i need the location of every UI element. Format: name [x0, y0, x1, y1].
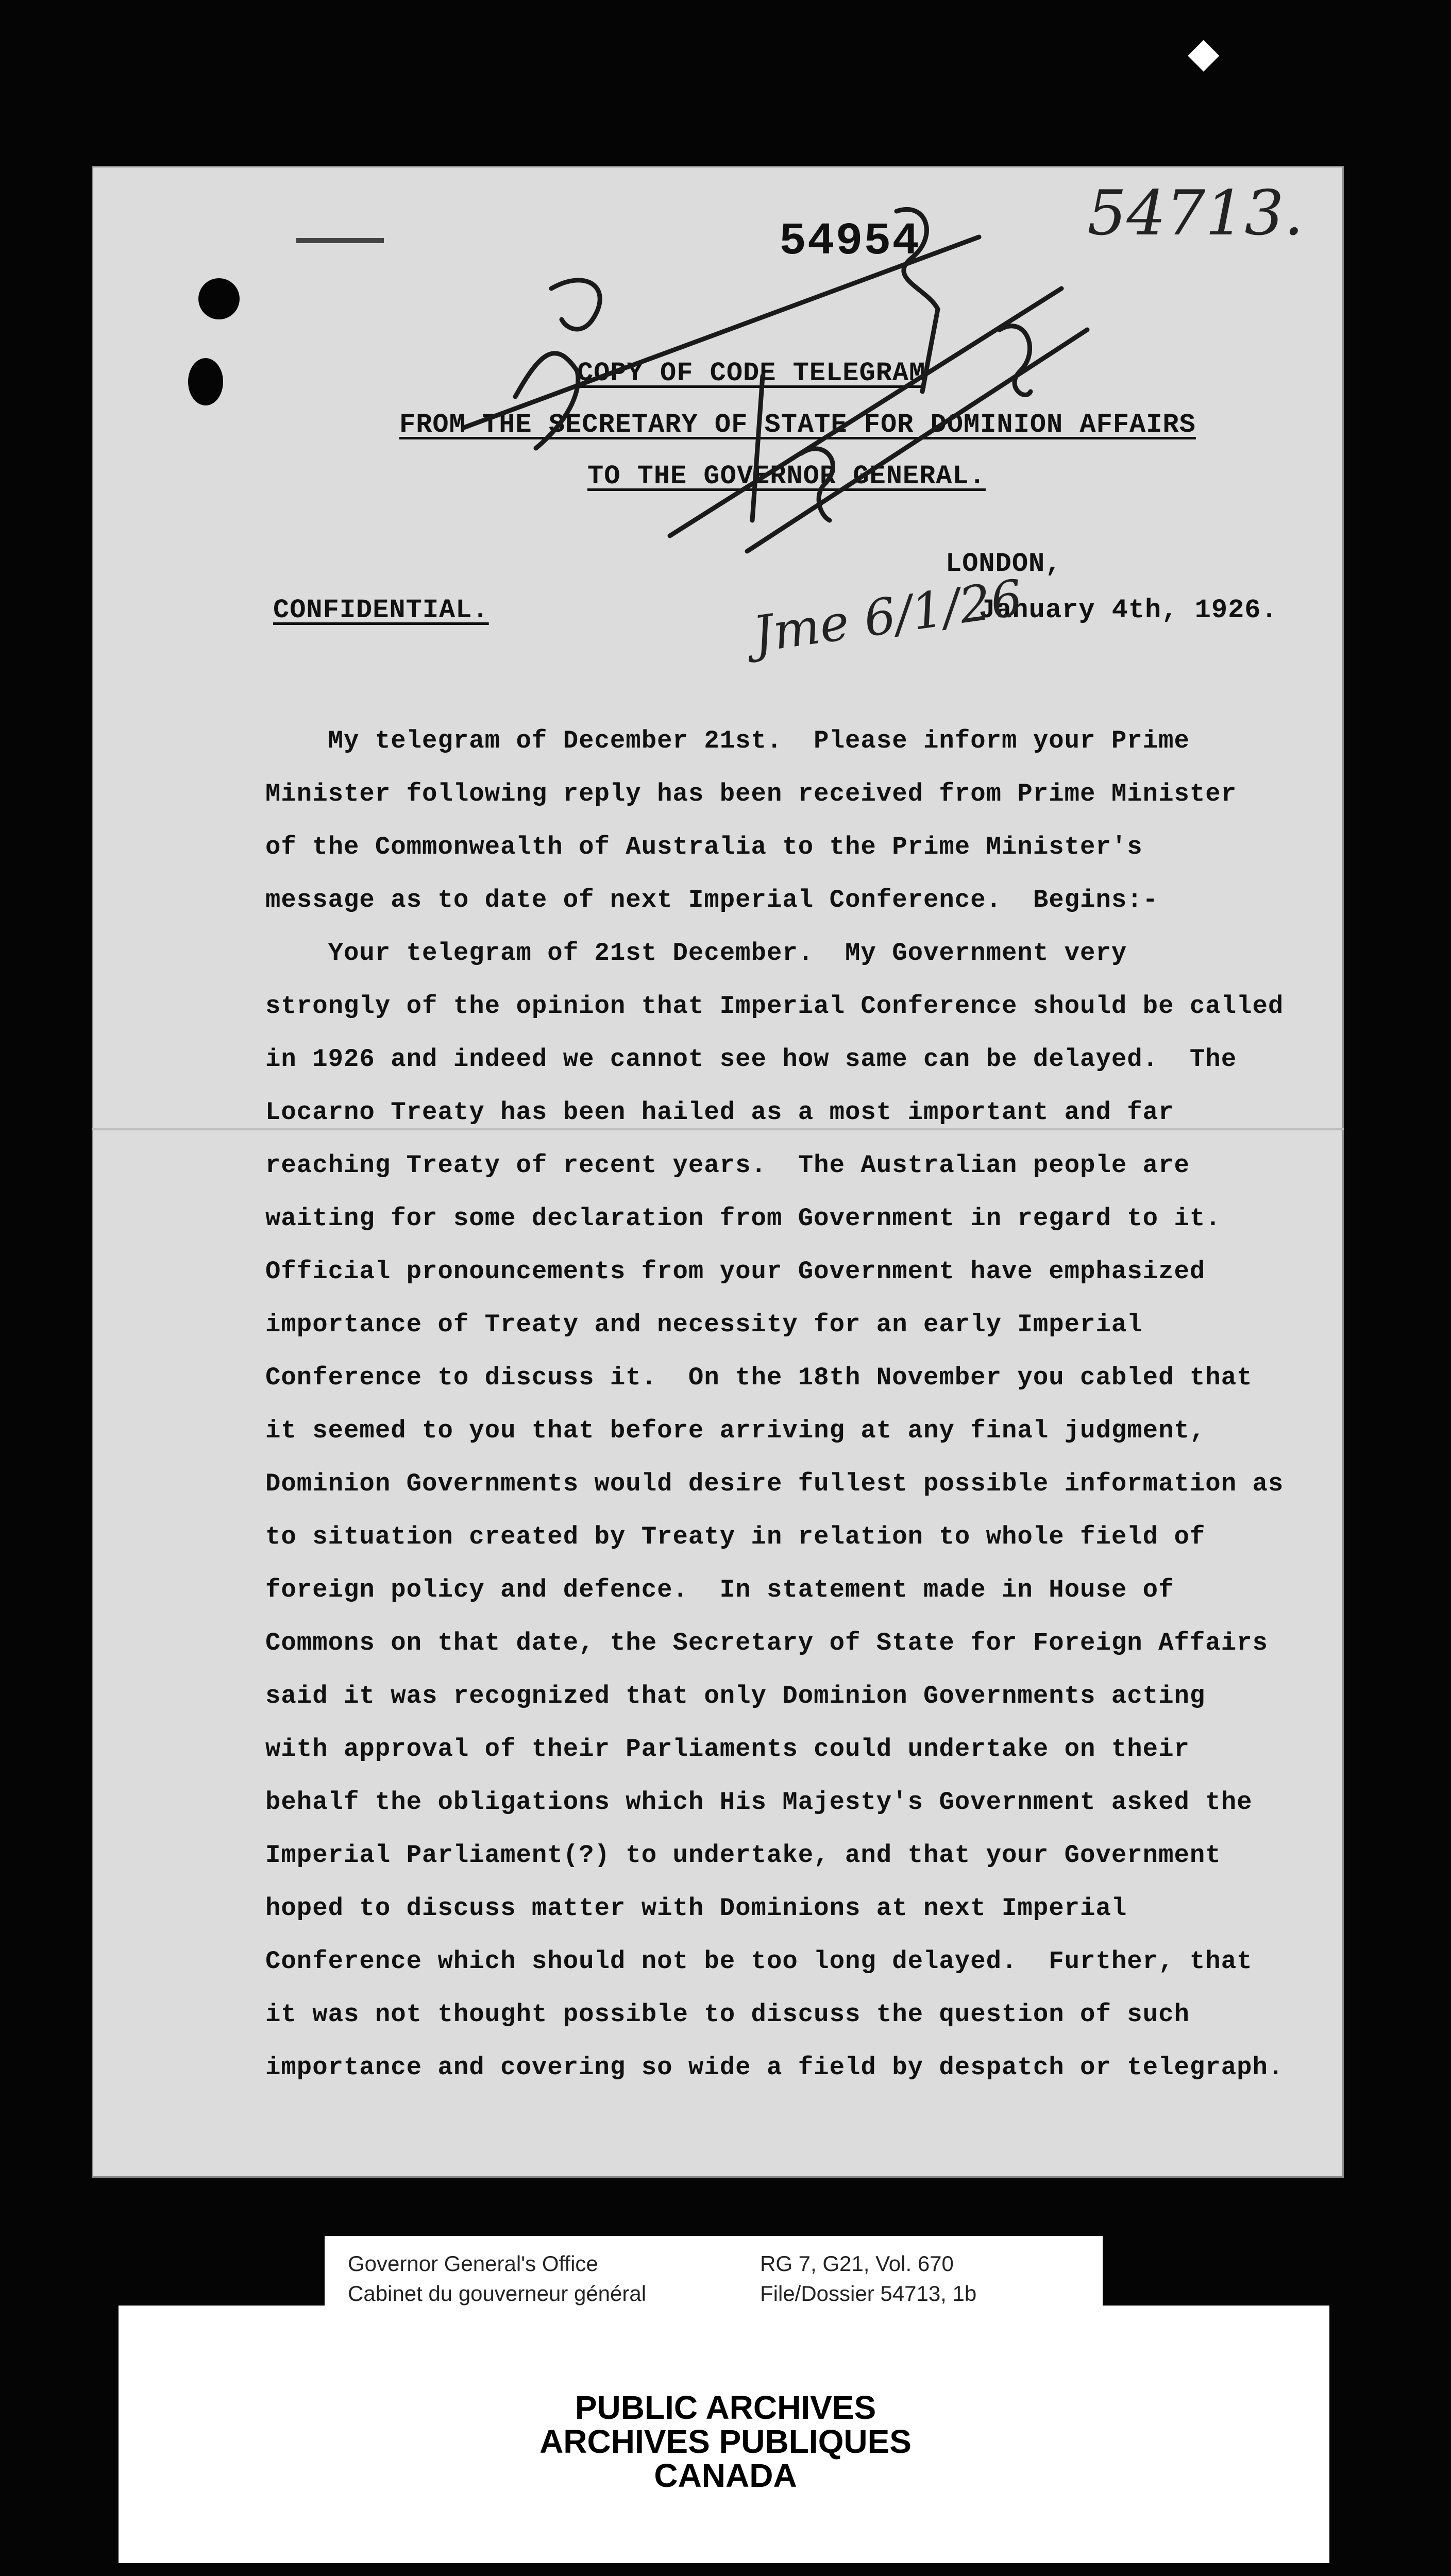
body-line: to situation created by Treaty in relation to whole field of: [265, 1522, 1206, 1551]
typed-dash-mark: [296, 238, 384, 243]
body-line: strongly of the opinion that Imperial Conference should be called: [265, 992, 1284, 1021]
archive-stamp-line-3: CANADA: [654, 2457, 797, 2494]
page-fold-line: [92, 1128, 1344, 1130]
body-line: Imperial Parliament(?) to undertake, and that your Government: [265, 1841, 1221, 1870]
archive-stamp-line-2: ARCHIVES PUBLIQUES: [539, 2423, 912, 2460]
body-line: importance of Treaty and necessity for an early Imperial: [265, 1310, 1143, 1339]
body-line: with approval of their Parliaments could undertake on their: [265, 1735, 1190, 1764]
heading-line-3: TO THE GOVERNOR GENERAL.: [587, 461, 986, 492]
body-line: Dominion Governments would desire fullest possible information as: [265, 1469, 1284, 1498]
body-line: behalf the obligations which His Majesty's Government asked the: [265, 1788, 1253, 1817]
body-line: waiting for some declaration from Government in regard to it.: [265, 1204, 1221, 1233]
handwritten-file-number: 54713.: [1087, 178, 1304, 249]
archive-reference: RG 7, G21, Vol. 670: [760, 2251, 954, 2276]
body-line: foreign policy and defence. In statement made in House of: [265, 1575, 1174, 1604]
body-line: My telegram of December 21st. Please inform your Prime: [265, 726, 1190, 755]
heading-line-2: FROM THE SECRETARY OF STATE FOR DOMINION AFFAIRS: [399, 410, 1196, 440]
body-line: Minister following reply has been received from Prime Minister: [265, 779, 1237, 808]
body-line: reaching Treaty of recent years. The Australian people are: [265, 1151, 1190, 1180]
corner-tick-mark: ◆: [1188, 28, 1220, 76]
body-line: it was not thought possible to discuss the question of such: [265, 2000, 1190, 2029]
body-line: Conference to discuss it. On the 18th November you cabled that: [265, 1363, 1253, 1392]
archive-office-fr: Cabinet du gouverneur général: [348, 2281, 647, 2306]
archive-stamp-line-1: PUBLIC ARCHIVES: [575, 2389, 876, 2426]
handwritten-date-note: Jme 6/1/26: [749, 568, 1026, 664]
body-line: importance and covering so wide a field by despatch or telegraph.: [265, 2053, 1284, 2082]
body-line: said it was recognized that only Dominion Governments acting: [265, 1682, 1206, 1710]
body-line: it seemed to you that before arriving at any final judgment,: [265, 1416, 1206, 1445]
punch-hole-top: [198, 278, 240, 319]
body-line: Conference which should not be too long delayed. Further, that: [265, 1947, 1253, 1976]
body-line: in 1926 and indeed we cannot see how same can be delayed. The: [265, 1045, 1237, 1074]
body-line: message as to date of next Imperial Conference. Begins:-: [265, 886, 1159, 914]
classification: CONFIDENTIAL.: [273, 595, 489, 625]
body-line: hoped to discuss matter with Dominions at next Imperial: [265, 1894, 1127, 1923]
body-line: Your telegram of 21st December. My Government very: [265, 939, 1127, 968]
body-line: Official pronouncements from your Government have emphasized: [265, 1257, 1206, 1286]
archive-file-number: File/Dossier 54713, 1b: [760, 2281, 977, 2306]
body-line: Locarno Treaty has been hailed as a most important and far: [265, 1098, 1174, 1127]
archive-office-en: Governor General's Office: [348, 2251, 598, 2276]
body-line: of the Commonwealth of Australia to the Prime Minister's: [265, 833, 1143, 861]
typed-file-number: 54954: [779, 216, 921, 267]
date-line: January 4th, 1926.: [979, 595, 1278, 625]
body-line: Commons on that date, the Secretary of State for Foreign Affairs: [265, 1629, 1268, 1657]
punch-hole-middle: [188, 358, 223, 405]
place-line: LONDON,: [946, 549, 1062, 579]
heading-line-1: COPY OF CODE TELEGRAM: [577, 358, 926, 388]
